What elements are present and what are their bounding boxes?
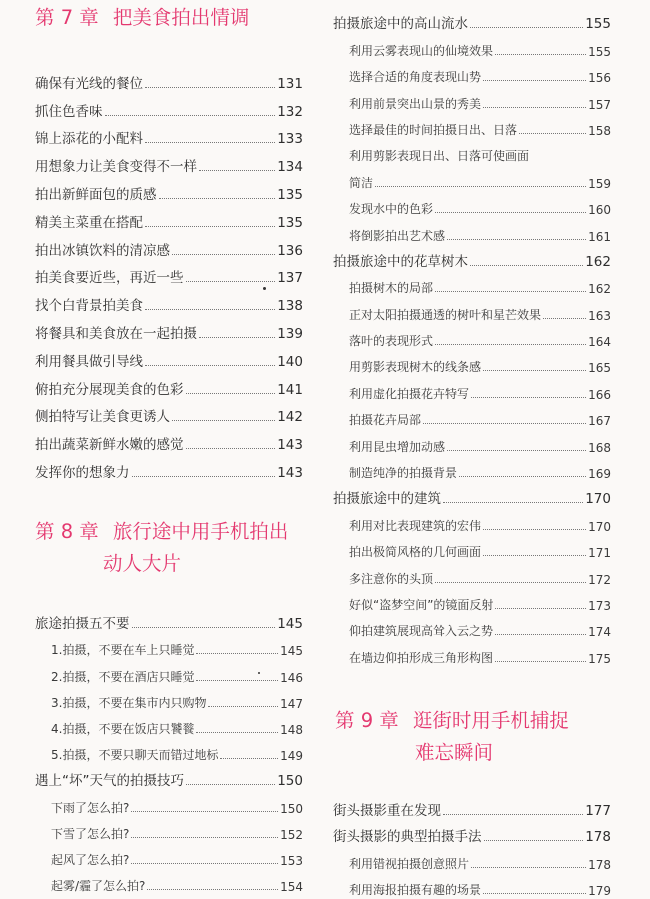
page-number: 145 [280, 644, 303, 659]
dot-leader [495, 634, 586, 635]
entry-title: 拍摄树木的局部 [349, 281, 434, 296]
entry-title: 落叶的表现形式 [349, 334, 434, 349]
dot-leader [470, 265, 583, 266]
entry-title: 利用虚化拍摄花卉特写 [349, 386, 470, 401]
toc-subentry[interactable] [35, 868, 303, 894]
page-number: 158 [588, 123, 611, 138]
entry-title: 利用云雾表现山的仙境效果 [349, 43, 494, 58]
dot-leader [375, 186, 586, 187]
toc-entry[interactable] [333, 6, 611, 32]
toc-subentry[interactable] [333, 587, 611, 613]
dot-leader [471, 397, 586, 398]
dot-leader [132, 476, 276, 477]
toc-subentry[interactable] [35, 789, 303, 815]
toc-subentry[interactable] [333, 323, 611, 349]
page-number: 160 [588, 203, 611, 218]
toc-entry[interactable] [35, 203, 303, 231]
page-number: 156 [588, 71, 611, 86]
toc-entry[interactable] [35, 314, 303, 342]
entry-title: 街头摄影重在发现 [333, 803, 441, 820]
entry-title: 将餐具和美食放在一起拍摄 [35, 325, 197, 342]
toc-subentry[interactable] [333, 270, 611, 296]
page-number: 175 [588, 651, 611, 666]
entry-title: 起风了怎么拍? [51, 852, 130, 867]
chapter-9-toc [333, 793, 611, 898]
entry-title: 确保有光线的餐位 [35, 75, 143, 92]
entry-title: 精美主菜重在搭配 [35, 214, 143, 231]
toc-entry[interactable] [35, 64, 303, 92]
page-number: 161 [588, 229, 611, 244]
page-number: 153 [280, 853, 303, 868]
page-number: 135 [277, 186, 303, 203]
page-number: 173 [588, 598, 611, 613]
toc-subentry[interactable] [333, 217, 611, 243]
chapter-7-toc [35, 64, 303, 481]
toc-subentry[interactable] [333, 32, 611, 58]
entry-title: 好似“盗梦空间”的镜面反射 [349, 597, 494, 612]
entry-title: 利用昆虫增加动感 [349, 439, 446, 454]
toc-subentry[interactable] [333, 534, 611, 560]
toc-entry[interactable] [35, 175, 303, 203]
entry-title: 用想象力让美食变得不一样 [35, 159, 197, 176]
entry-title: 拍摄旅途中的高山流水 [333, 16, 468, 33]
dot-leader [186, 448, 276, 449]
toc-entry[interactable] [35, 398, 303, 426]
page-number: 149 [280, 749, 303, 764]
dot-leader [459, 476, 586, 477]
entry-title: 遇上“坏”天气的拍摄技巧 [35, 773, 184, 790]
entry-title: 选择最佳的时间拍摄日出、日落 [349, 122, 518, 137]
page-number: 145 [277, 616, 303, 633]
toc-entry[interactable] [35, 286, 303, 314]
entry-title: 拍美食要近些，再近一些 [35, 270, 184, 287]
toc-subentry[interactable] [333, 507, 611, 533]
toc-subentry[interactable] [333, 164, 611, 190]
chapter-title-line1: 旅行途中用手机拍出 [112, 520, 289, 543]
toc-entry[interactable] [333, 244, 611, 270]
dot-leader [199, 337, 275, 338]
chapter-number: 第 9 章 [335, 709, 399, 732]
dot-leader [443, 502, 583, 503]
page-number: 166 [588, 387, 611, 402]
page-number: 150 [277, 773, 303, 790]
toc-subentry[interactable] [333, 613, 611, 639]
entry-title: 发挥你的想象力 [35, 464, 130, 481]
dot-leader [131, 811, 278, 812]
dot-leader [435, 344, 586, 345]
toc-subentry[interactable] [35, 685, 303, 711]
dot-leader [196, 732, 278, 733]
toc-entry[interactable] [333, 793, 611, 819]
toc-subentry[interactable] [35, 711, 303, 737]
entry-title: 锦上添花的小配料 [35, 131, 143, 148]
entry-title: 仰拍建筑展现高耸入云之势 [349, 624, 494, 639]
entry-title: 5.拍摄，不要只聊天而错过地标 [51, 748, 219, 763]
page-number: 179 [588, 883, 611, 898]
entry-title: 在墙边仰拍形成三角形构图 [349, 650, 494, 665]
chapter-title-line1: 逛街时用手机捕捉 [412, 709, 569, 732]
toc-subentry[interactable] [333, 59, 611, 85]
toc-subentry[interactable] [333, 138, 611, 164]
dot-leader [423, 423, 586, 424]
toc-entry[interactable] [333, 481, 611, 507]
toc-subentry[interactable] [35, 658, 303, 684]
entry-title: 拍摄旅途中的建筑 [333, 491, 441, 508]
dot-leader [172, 420, 275, 421]
page-number: 178 [585, 829, 611, 846]
dot-leader [196, 653, 278, 654]
toc-entry[interactable] [35, 120, 303, 148]
page-number: 169 [588, 467, 611, 482]
entry-title: 拍出蔬菜新鲜水嫩的感觉 [35, 437, 184, 454]
chapter-number: 第 7 章 [35, 6, 99, 29]
print-speck [263, 287, 266, 290]
entry-title: 拍摄旅途中的花草树木 [333, 253, 468, 270]
toc-subentry[interactable] [333, 872, 611, 898]
dot-leader [131, 863, 278, 864]
page-number: 143 [277, 437, 303, 454]
page-number: 154 [280, 880, 303, 895]
dot-leader [208, 706, 278, 707]
entry-title: 4.拍摄，不要在饭店只饕餮 [51, 721, 195, 736]
entry-title: 多注意你的头顶 [349, 571, 434, 586]
entry-title: 选择合适的角度表现山势 [349, 70, 482, 85]
toc-subentry[interactable] [333, 639, 611, 665]
chapter-title-line2: 动人大片 [103, 552, 182, 575]
page-number: 170 [585, 491, 611, 508]
dot-leader [483, 529, 586, 530]
page-number: 132 [277, 103, 303, 120]
dot-leader [105, 115, 276, 116]
toc-subentry[interactable] [333, 402, 611, 428]
dot-leader [145, 142, 275, 143]
page-number: 155 [585, 16, 611, 33]
dot-leader [447, 450, 586, 451]
toc-subentry[interactable] [333, 375, 611, 401]
dot-leader [145, 309, 275, 310]
dot-leader [483, 107, 586, 108]
dot-leader [435, 582, 586, 583]
entry-title: 利用海报拍摄有趣的场景 [349, 882, 482, 897]
page-number: 150 [280, 801, 303, 816]
toc-subentry[interactable] [35, 632, 303, 658]
page-number: 143 [277, 464, 303, 481]
page-number: 136 [277, 242, 303, 259]
dot-leader [470, 27, 583, 28]
toc-subentry[interactable] [35, 816, 303, 842]
dot-leader [220, 758, 278, 759]
dot-leader [483, 555, 586, 556]
toc-entry[interactable] [35, 606, 303, 632]
page-number: 148 [280, 722, 303, 737]
page-number: 170 [588, 519, 611, 534]
dot-leader [196, 680, 278, 681]
dot-leader [131, 837, 278, 838]
entry-title: 旅途拍摄五不要 [35, 616, 130, 633]
entry-title: 下雨了怎么拍? [51, 800, 130, 815]
dot-leader [145, 87, 275, 88]
page-number: 133 [277, 131, 303, 148]
chapter-8-toc [35, 606, 303, 894]
entry-title: 利用对比表现建筑的宏伟 [349, 518, 482, 533]
dot-leader [132, 627, 276, 628]
dot-leader [495, 54, 586, 55]
page-number: 152 [280, 827, 303, 842]
entry-title: 拍出极简风格的几何画面 [349, 545, 482, 560]
page-number: 147 [280, 696, 303, 711]
entry-title: 侧拍特写让美食更诱人 [35, 409, 170, 426]
chapter-8-heading [35, 516, 288, 580]
page-number: 140 [277, 353, 303, 370]
page-number: 141 [277, 381, 303, 398]
entry-title: 拍摄花卉局部 [349, 413, 422, 428]
page-number: 142 [277, 409, 303, 426]
toc-entry[interactable] [35, 342, 303, 370]
toc-entry[interactable] [35, 453, 303, 481]
dot-leader [159, 198, 276, 199]
page-number: 131 [277, 75, 303, 92]
page-number: 174 [588, 625, 611, 640]
dot-leader [435, 291, 586, 292]
toc-subentry[interactable] [35, 737, 303, 763]
page-number: 155 [588, 44, 611, 59]
dot-leader [145, 226, 275, 227]
page-number: 159 [588, 176, 611, 191]
entry-title: 下雪了怎么拍? [51, 826, 130, 841]
page-number: 162 [588, 282, 611, 297]
dot-leader [435, 212, 586, 213]
entry-title: 利用剪影表现日出、日落可使画面 [349, 149, 530, 164]
dot-leader [145, 365, 275, 366]
dot-leader [483, 370, 586, 371]
chapter-7-heading [35, 2, 249, 34]
toc-subentry[interactable] [333, 112, 611, 138]
chapter-title-line2: 难忘瞬间 [415, 741, 494, 764]
dot-leader [519, 133, 586, 134]
dot-leader [447, 239, 586, 240]
page-number: 171 [588, 546, 611, 561]
toc-entry[interactable] [35, 147, 303, 175]
dot-leader [483, 893, 586, 894]
toc-entry[interactable] [35, 259, 303, 287]
dot-leader [186, 784, 275, 785]
toc-entry[interactable] [35, 763, 303, 789]
entry-title: 简洁 [349, 175, 374, 190]
entry-title: 用剪影表现树木的线条感 [349, 360, 482, 375]
page-number: 163 [588, 308, 611, 323]
chapter-title: 把美食拍出情调 [112, 6, 250, 29]
entry-title: 找个白背景拍美食 [35, 298, 143, 315]
entry-title: 街头摄影的典型拍摄手法 [333, 829, 482, 846]
entry-title: 利用餐具做引导线 [35, 353, 143, 370]
dot-leader [186, 393, 276, 394]
page-number: 172 [588, 572, 611, 587]
dot-leader [483, 80, 586, 81]
entry-title: 拍出冰镇饮料的清凉感 [35, 242, 170, 259]
entry-title: 1.拍摄，不要在车上只睡觉 [51, 643, 195, 658]
page-number: 138 [277, 298, 303, 315]
entry-title: 3.拍摄，不要在集市内只购物 [51, 695, 207, 710]
dot-leader [495, 608, 586, 609]
dot-leader [443, 814, 583, 815]
dot-leader [471, 867, 586, 868]
toc-entry[interactable] [35, 92, 303, 120]
entry-title: 发现水中的色彩 [349, 202, 434, 217]
page-number: 167 [588, 414, 611, 429]
dot-leader [543, 318, 586, 319]
page-number: 135 [277, 214, 303, 231]
chapter-8-toc-continued [333, 6, 611, 666]
chapter-9-heading [335, 705, 569, 769]
page-number: 168 [588, 440, 611, 455]
toc-subentry[interactable] [333, 428, 611, 454]
toc-entry[interactable] [333, 819, 611, 845]
entry-title: 起雾/霾了怎么拍? [51, 879, 146, 894]
toc-subentry[interactable] [333, 845, 611, 871]
chapter-number: 第 8 章 [35, 520, 99, 543]
entry-title: 利用错视拍摄创意照片 [349, 856, 470, 871]
toc-subentry[interactable] [333, 455, 611, 481]
toc-subentry[interactable] [333, 296, 611, 322]
page-number: 165 [588, 361, 611, 376]
entry-title: 拍出新鲜面包的质感 [35, 186, 157, 203]
dot-leader [484, 840, 584, 841]
entry-title: 利用前景突出山景的秀美 [349, 96, 482, 111]
page-number: 139 [277, 325, 303, 342]
entry-title: 制造纯净的拍摄背景 [349, 466, 458, 481]
dot-leader [495, 661, 586, 662]
toc-subentry[interactable] [35, 842, 303, 868]
page-number: 162 [585, 253, 611, 270]
entry-title: 正对太阳拍摄通透的树叶和星芒效果 [349, 307, 542, 322]
dot-leader [147, 889, 278, 890]
entry-title: 俯拍充分展现美食的色彩 [35, 381, 184, 398]
dot-leader [186, 281, 276, 282]
entry-title: 2.拍摄，不要在酒店只睡觉 [51, 669, 195, 684]
toc-subentry[interactable] [333, 191, 611, 217]
toc-subentry[interactable] [333, 560, 611, 586]
page-number: 164 [588, 335, 611, 350]
page-number: 146 [280, 670, 303, 685]
toc-subentry[interactable] [333, 349, 611, 375]
dot-leader [199, 170, 275, 171]
page-number: 137 [277, 270, 303, 287]
page-number: 178 [588, 857, 611, 872]
toc-entry[interactable] [35, 370, 303, 398]
entry-title: 抓住色香味 [35, 103, 103, 120]
page-number: 134 [277, 159, 303, 176]
page-number: 177 [585, 803, 611, 820]
toc-entry[interactable] [35, 425, 303, 453]
dot-leader [172, 254, 275, 255]
entry-title: 将倒影拍出艺术感 [349, 228, 446, 243]
print-speck [258, 672, 260, 674]
page-number: 157 [588, 97, 611, 112]
toc-subentry[interactable] [333, 85, 611, 111]
toc-entry[interactable] [35, 231, 303, 259]
